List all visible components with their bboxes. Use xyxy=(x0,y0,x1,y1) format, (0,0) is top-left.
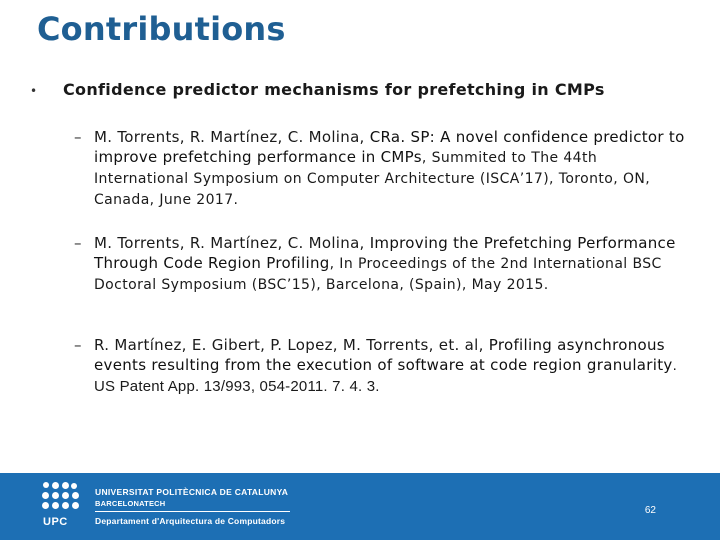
dash-marker: – xyxy=(74,336,82,354)
reference-authors: M. Torrents, R. Martínez, C. Molina, xyxy=(94,128,370,146)
main-bullet xyxy=(30,80,605,99)
slide-title: Contributions xyxy=(37,10,286,48)
footer-divider xyxy=(95,511,290,512)
reference-text xyxy=(94,233,694,295)
reference-title: Improving the Prefetching Performance Through Code Region Profiling xyxy=(94,234,676,272)
reference-venue: , In Proceedings of the 2nd International BSC Doctoral Symposium (BSC’15), Barcelona, (Spain), May 2015. xyxy=(94,256,662,293)
logo-text: UPC xyxy=(43,516,68,528)
reference-venue: . US Patent App. 13/993, 054-2011. 7. 4. 3. xyxy=(94,357,677,395)
university-name: UNIVERSITAT POLITÈCNICA DE CATALUNYA xyxy=(95,487,289,497)
footer-bar xyxy=(0,473,720,540)
bullet-marker: • xyxy=(30,84,38,98)
department-name: Departament d'Arquitectura de Computadors xyxy=(95,516,286,526)
dash-marker: – xyxy=(74,128,82,146)
reference-title: Profiling asynchronous events resulting from the execution of software at code region granularity xyxy=(94,336,673,374)
reference-authors: M. Torrents, R. Martínez, C. Molina, xyxy=(94,234,370,252)
bullet-text: Confidence predictor mechanisms for prefetching in CMPs xyxy=(63,80,605,99)
dash-marker: – xyxy=(74,234,82,252)
reference-venue: , Summited to The 44th International Symposium on Computer Architecture (ISCA’17), Toronto, ON, Canada, June 2017. xyxy=(94,150,651,208)
university-subtitle: BARCELONATECH xyxy=(95,499,166,508)
reference-title: CRa. SP: A novel confidence predictor to improve prefetching performance in CMPs xyxy=(94,128,685,166)
upc-logo-icon xyxy=(40,482,80,518)
reference-item-1 xyxy=(74,127,694,210)
reference-text xyxy=(94,335,694,397)
page-number: 62 xyxy=(644,505,656,516)
reference-text xyxy=(94,127,694,210)
reference-item-3 xyxy=(74,335,694,397)
reference-authors: R. Martínez, E. Gibert, P. Lopez, M. Torrents, et. al, xyxy=(94,336,489,354)
reference-item-2 xyxy=(74,233,694,295)
